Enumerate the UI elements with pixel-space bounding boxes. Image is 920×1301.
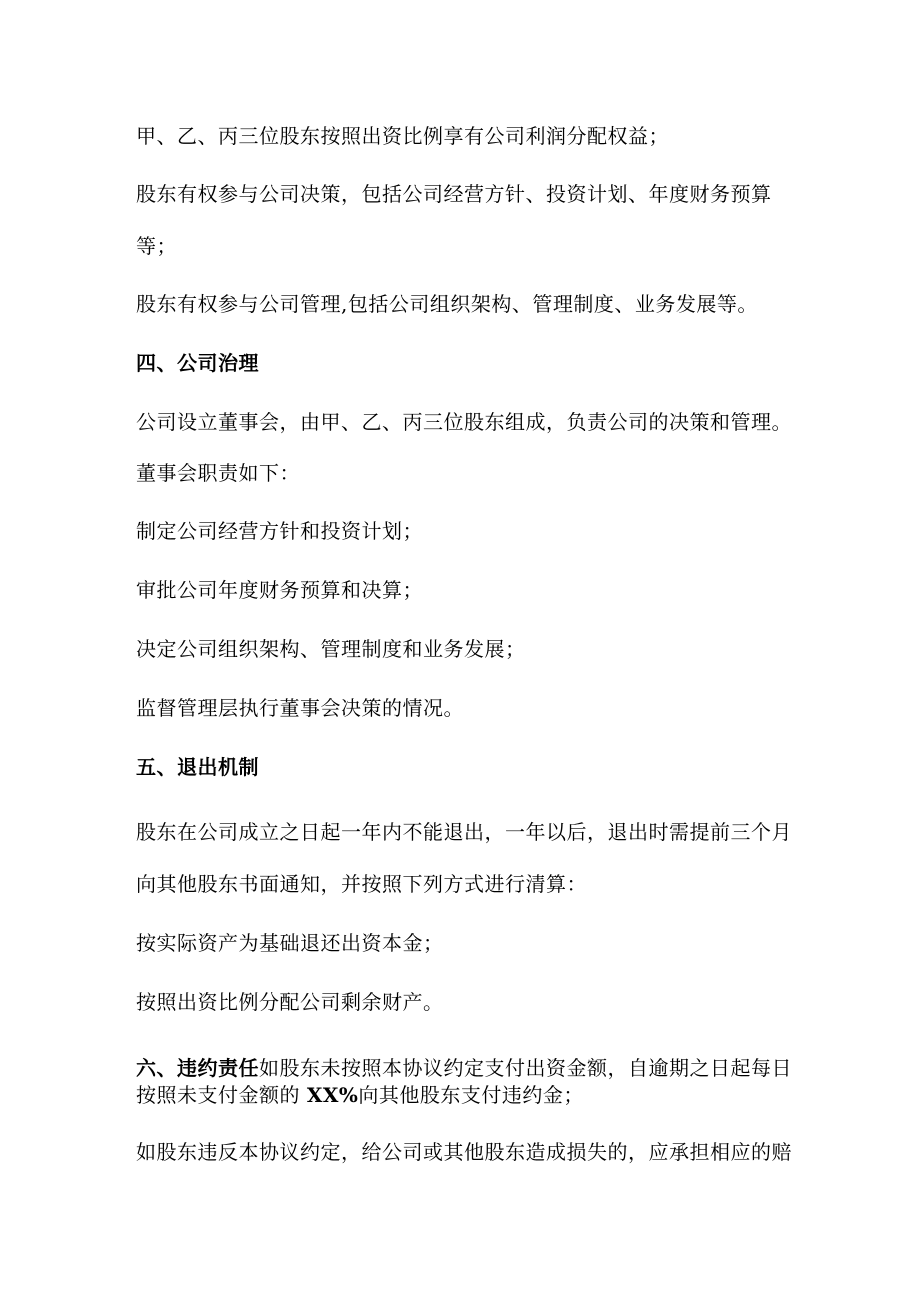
paragraph-board-setup: 公司设立董事会，由甲、乙、丙三位股东组成，负责公司的决策和管理。 [136,410,792,434]
list-item-settlement-2: 按照出资比例分配公司剩余财产。 [136,990,444,1014]
list-item-settlement-1: 按实际资产为基础退还出资本金； [136,931,444,955]
list-item-duty-3: 决定公司组织架构、管理制度和业务发展； [136,637,526,661]
list-item-duty-1: 制定公司经营方针和投资计划； [136,519,423,543]
paragraph-breach-line2 [136,1083,584,1107]
section-heading-governance: 四、公司治理 [136,351,259,375]
breach-text-line1: 如股东未按照本协议约定支付出资金额，自逾期之日起每日 [259,1056,792,1080]
paragraph-breach-line1 [136,1056,792,1080]
section-heading-breach: 六、违约责任 [136,1056,259,1080]
paragraph-decision-rights-line1: 股东有权参与公司决策，包括公司经营方针、投资计划、年度财务预算 [136,182,772,206]
breach-text-suffix: 向其他股东支付违约金； [358,1083,584,1107]
breach-text-prefix: 按照未支付金额的 [136,1083,307,1107]
paragraph-exit-line1: 股东在公司成立之日起一年内不能退出，一年以后，退出时需提前三个月 [136,820,792,844]
penalty-rate-placeholder: XX% [306,1083,359,1107]
list-item-duty-4: 监督管理层执行董事会决策的情况。 [136,696,464,720]
paragraph-profit-rights: 甲、乙、丙三位股东按照出资比例享有公司利润分配权益； [136,124,669,148]
paragraph-management-rights: 股东有权参与公司管理,包括公司组织架构、管理制度、业务发展等。 [136,292,758,316]
paragraph-exit-line2: 向其他股东书面通知，并按照下列方式进行清算： [136,872,587,896]
paragraph-decision-rights-line2: 等； [136,234,177,258]
section-heading-exit: 五、退出机制 [136,755,259,779]
paragraph-damages: 如股东违反本协议约定，给公司或其他股东造成损失的，应承担相应的赔 [136,1140,792,1164]
paragraph-board-duties-intro: 董事会职责如下： [136,461,300,485]
list-item-duty-2: 审批公司年度财务预算和决算； [136,578,423,602]
